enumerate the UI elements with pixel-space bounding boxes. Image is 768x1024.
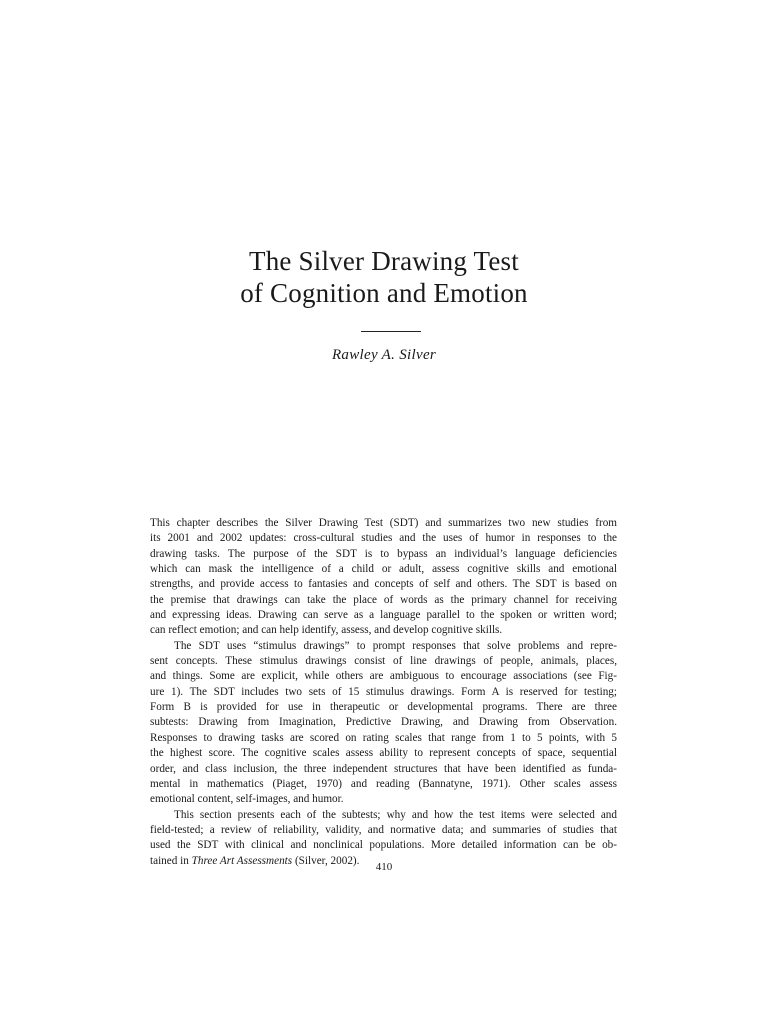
text-line: and expressing ideas. Drawing can serve as a language parallel to the spoken or written word; xyxy=(150,609,617,622)
text-line: strengths, and provide access to fantasies and concepts of self and others. The SDT is based on xyxy=(150,578,617,591)
text-run: tained in xyxy=(150,854,192,867)
text-line: and things. Some are explicit, while others are ambiguous to encourage associations (see Fig- xyxy=(150,670,617,683)
text-line: field-tested; a review of reliability, validity, and normative data; and summaries of studies that xyxy=(150,823,617,836)
text-line: the premise that drawings can take the place of words as the primary channel for receiving xyxy=(150,593,617,606)
text-line: This section presents each of the subtests; why and how the test items were selected and xyxy=(174,808,617,821)
title-divider xyxy=(361,331,421,332)
text-line: order, and class inclusion, the three independent structures that have been identified as funda- xyxy=(150,762,617,775)
text-line: used the SDT with clinical and nonclinical populations. More detailed information can be ob- xyxy=(150,839,617,852)
text-run: (Silver, 2002). xyxy=(292,854,360,867)
text-line: can reflect emotion; and can help identify, assess, and develop cognitive skills. xyxy=(150,624,503,637)
paragraph-2 xyxy=(150,639,617,808)
text-line: drawing tasks. The purpose of the SDT is to bypass an individual’s language deficiencies xyxy=(150,547,617,560)
page-number: 410 xyxy=(375,861,393,873)
chapter-title xyxy=(0,245,768,309)
text-line: mental in mathematics (Piaget, 1970) and reading (Bannatyne, 1971). Other scales assess xyxy=(150,777,617,790)
text-line: sent concepts. These stimulus drawings consist of line drawings of people, animals, places, xyxy=(150,655,617,668)
text-line: its 2001 and 2002 updates: cross-cultural studies and the uses of humor in responses to the xyxy=(150,532,617,545)
text-line: Form B is provided for use in therapeutic or developmental programs. There are three xyxy=(150,701,617,714)
text-line: This chapter describes the Silver Drawing Test (SDT) and summarizes two new studies from xyxy=(150,517,617,529)
text-line: emotional content, self-images, and humor. xyxy=(150,793,344,806)
text-line: Responses to drawing tasks are scored on rating scales that range from 1 to 5 points, with 5 xyxy=(150,731,617,744)
chapter-title-line-2: of Cognition and Emotion xyxy=(240,278,528,308)
author-name: Rawley A. Silver xyxy=(331,347,437,363)
text-line: the highest score. The cognitive scales assess ability to represent concepts of space, sequential xyxy=(150,747,617,760)
text-line: subtests: Drawing from Imagination, Predictive Drawing, and Drawing from Observation. xyxy=(150,716,617,729)
book-title: Three Art Assessments xyxy=(191,854,293,867)
chapter-body xyxy=(150,516,617,869)
text-line: ure 1). The SDT includes two sets of 15 stimulus drawings. Form A is reserved for testing; xyxy=(150,685,617,698)
chapter-title-line-1: The Silver Drawing Test xyxy=(249,246,519,276)
text-line: The SDT uses “stimulus drawings” to prompt responses that solve problems and repre- xyxy=(174,639,617,652)
paragraph-1 xyxy=(150,516,617,639)
text-line: which can mask the intelligence of a child or adult, assess cognitive skills and emotional xyxy=(150,563,617,576)
